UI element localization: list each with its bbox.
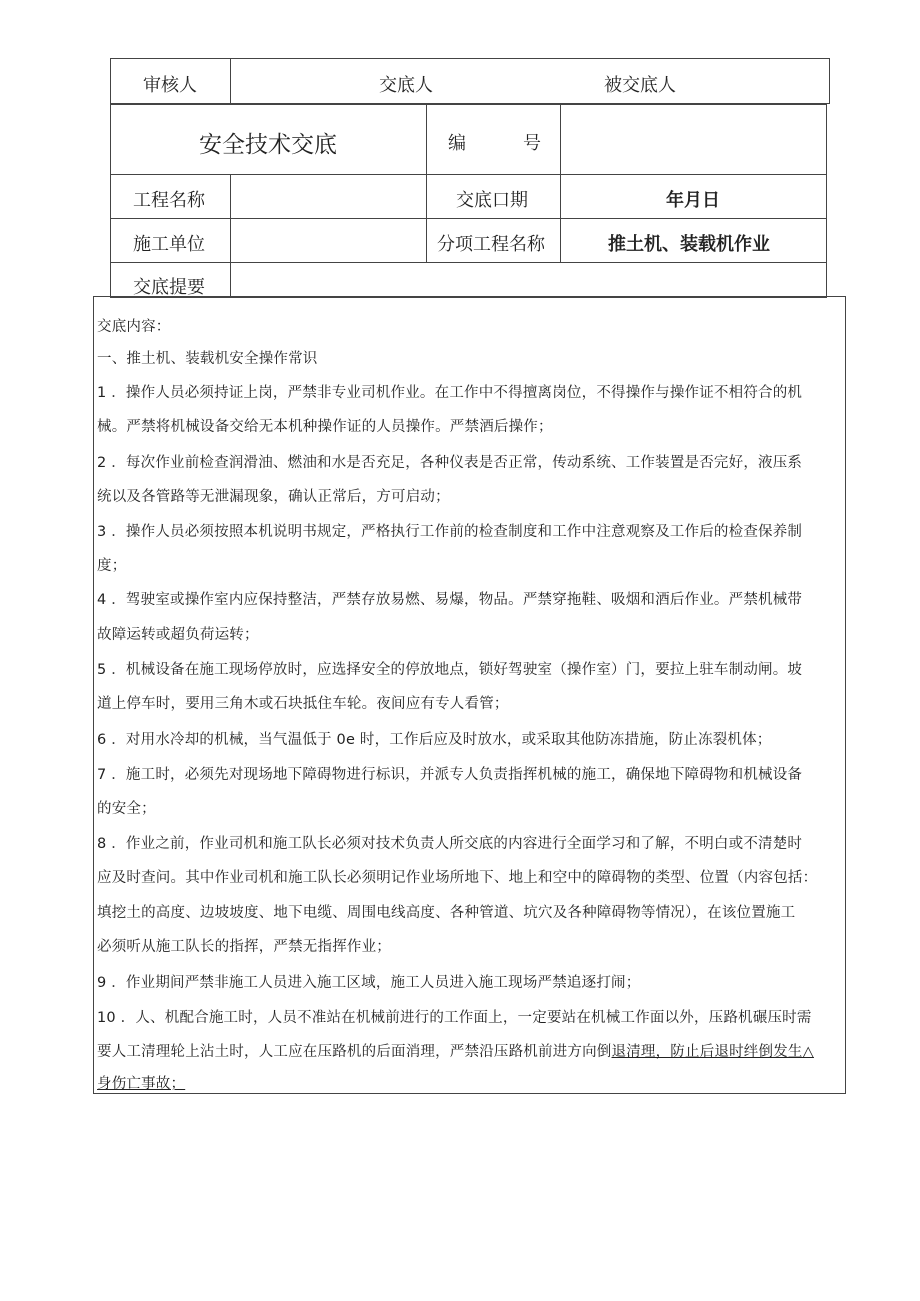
summary-value-cell xyxy=(230,262,827,298)
reviewer-label: 审核人 xyxy=(143,75,197,96)
content-line: 必须听从施工队长的指挥，严禁无指挥作业； xyxy=(97,939,391,955)
content-line: 3 ．操作人员必须按照本机说明书规定，严格执行工作前的检查制度和工作中注意观察及工作后的检查保养制 xyxy=(97,524,803,540)
content-line: 填挖土的高度、边坡坡度、地下电缆、周围电线高度、各种管道、坑穴及各种障碍物等情况），在该位置施工 xyxy=(97,905,796,921)
project-name-label: 工程名称 xyxy=(133,190,205,211)
content-line: 5 ．机械设备在施工现场停放时，应选择安全的停放地点，锁好驾驶室（操作室）门，要拉上驻车制动闸。坡 xyxy=(97,662,803,678)
content-line: 的安全； xyxy=(97,801,156,817)
content-box xyxy=(93,296,846,1094)
content-line-final: 身伤亡事故； xyxy=(97,1076,186,1092)
content-line-last-part-b: 退清理，防止后退时绊倒发生△ xyxy=(611,1044,814,1060)
discloser-label: 交底人 xyxy=(379,75,433,96)
content-line: 统以及各管路等无泄漏现象，确认正常后，方可启动； xyxy=(97,489,450,505)
content-line: 6 ．对用水冷却的机械，当气温低于 0e 时，工作后应及时放水，或采取其他防冻措施，防止冻裂机体； xyxy=(97,732,772,748)
number-label-part-2: 号 xyxy=(523,133,541,154)
subproject-label: 分项工程名称 xyxy=(437,234,545,255)
content-line-last xyxy=(97,1040,814,1061)
summary-label: 交底提要 xyxy=(133,277,205,298)
content-line: 8 ．作业之前，作业司机和施工队长必须对技术负责人所交底的内容进行全面学习和了解，不明白或不清楚时 xyxy=(97,836,803,852)
date-value: 年月日 xyxy=(666,190,720,211)
number-value-cell xyxy=(560,104,827,175)
content-line: 道上停车时，要用三角木或石块抵住车轮。夜间应有专人看管； xyxy=(97,696,509,712)
construction-unit-label: 施工单位 xyxy=(133,234,205,255)
content-line: 1 ．操作人员必须持证上岗，严禁非专业司机作业。在工作中不得擅离岗位，不得操作与操作证不相符合的机 xyxy=(97,385,803,401)
content-line: 10 ．人、机配合施工时，人员不准站在机械前进行的工作面上，一定要站在机械工作面以外，压路机碾压时需 xyxy=(97,1010,812,1026)
date-label: 交底口期 xyxy=(456,190,528,211)
subproject-value: 推土机、装载机作业 xyxy=(608,234,770,255)
construction-unit-value-cell xyxy=(230,218,427,263)
content-heading: 交底内容： xyxy=(97,319,171,335)
form-title: 安全技术交底 xyxy=(199,132,337,158)
content-line: 4 ．驾驶室或操作室内应保持整洁，严禁存放易燃、易爆，物品。严禁穿拖鞋、吸烟和酒后作业。严禁机械带 xyxy=(97,592,803,608)
content-line: 度； xyxy=(97,558,127,574)
section-title: 一、推土机、装载机安全操作常识 xyxy=(97,351,318,367)
content-line: 9 ．作业期间严禁非施工人员进入施工区域，施工人员进入施工现场严禁追逐打闹； xyxy=(97,975,641,991)
content-line: 7 ．施工时，必须先对现场地下障碍物进行标识，并派专人负责指挥机械的施工，确保地下障碍物和机械设备 xyxy=(97,767,803,783)
content-line-last-part-a: 要人工清理轮上沾土时，人工应在压路机的后面消理，严禁沿压路机前进方向倒 xyxy=(97,1044,612,1060)
recipient-label: 被交底人 xyxy=(604,75,676,96)
content-line: 应及时查问。其中作业司机和施工队长必须明记作业场所地下、地上和空中的障碍物的类型、位置（内容包括： xyxy=(97,870,818,886)
number-label-part-1: 编 xyxy=(448,133,466,154)
project-name-value-cell xyxy=(230,174,427,219)
content-line: 2 ．每次作业前检查润滑油、燃油和水是否充足，各种仪表是否正常，传动系统、工作装置是否完好，液压系 xyxy=(97,455,803,471)
content-line: 械。严禁将机械设备交给无本机种操作证的人员操作。严禁酒后操作； xyxy=(97,419,553,435)
content-line: 故障运转或超负荷运转； xyxy=(97,627,259,643)
